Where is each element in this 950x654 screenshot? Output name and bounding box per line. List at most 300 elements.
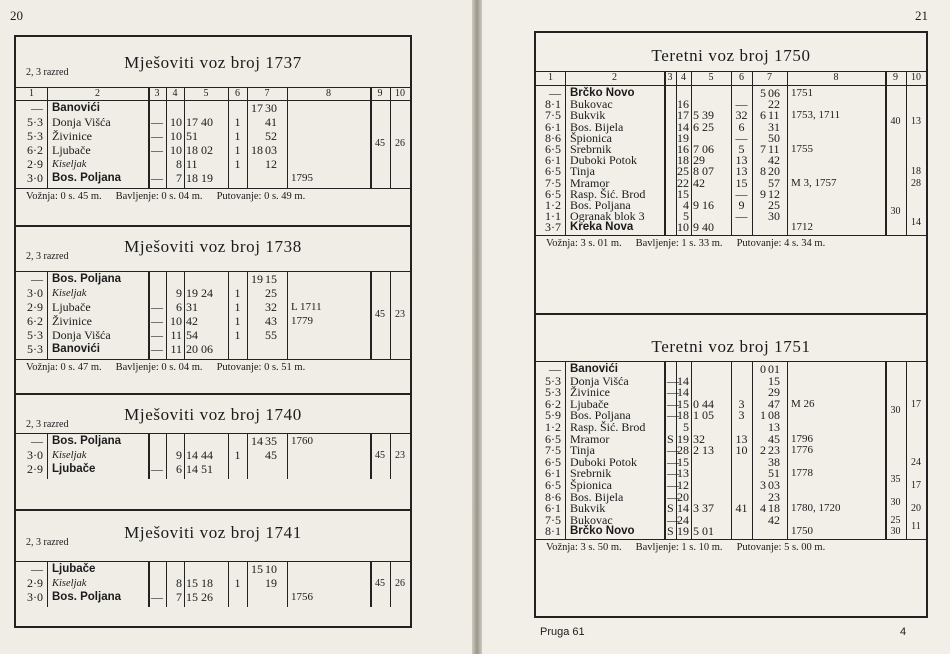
station-name: Bukvik [570,108,606,123]
departure-hour: 5 [760,86,766,100]
station-name: Donja Višća [52,328,111,342]
connection-trains: 1760 [291,435,313,447]
connection-trains: 1753, 1711 [791,109,841,122]
stop-minutes: 3 [738,396,745,411]
running-minutes: 14 [677,119,689,134]
departure-minute: 43 [265,314,277,328]
arrival-time: 42 [693,175,705,190]
connection-trains: 1795 [291,172,313,184]
running-minutes: 10 [170,314,182,328]
station-name: Kiseljak [52,578,87,589]
class-mark: — [667,454,679,469]
class-mark: — [667,489,679,504]
column-header: 3 [154,88,160,99]
stop-minutes: 15 [735,175,748,190]
station-name: Rasp. Šić. Brod [570,420,646,434]
departure-minute: 22 [768,97,780,112]
load-weight: 30 [890,526,901,538]
running-minutes: 8 [176,576,182,590]
station-name: Bos. Poljana [570,198,631,212]
arrival-time: 8 07 [693,164,714,179]
departure-minute: 29 [768,385,780,400]
brake-percent: 11 [911,520,921,532]
running-minutes: 4 [683,198,689,212]
brake-percent: 18 [911,166,921,178]
departure-minute: 19 [265,576,277,590]
distance-km: 8·6 [545,130,561,145]
station-name: Bukovac [570,97,613,112]
arrival-time: 6 25 [693,119,714,134]
class-mark: — [151,342,163,356]
distance-km: 3·0 [27,448,43,462]
distance-km: 1·2 [545,198,561,212]
section-title: Teretni voz broj 1750 [651,46,811,65]
distance-km: 6·1 [545,153,561,168]
departure-minute: 30 [265,101,277,115]
station-name: Srebrnik [570,466,612,481]
distance-km: 3·0 [27,171,43,185]
load-weight: 45 [375,138,385,149]
distance-km: 1·2 [545,420,561,434]
distance-km: 7·5 [545,512,561,527]
running-minutes: 16 [677,142,689,156]
running-minutes: 19 [677,524,689,539]
departure-hour: 4 [760,501,766,516]
departure-minute: 03 [768,478,780,492]
running-minutes: 10 [170,129,182,143]
arrival-time: 11 [186,157,198,171]
class-mark: — [151,314,163,328]
station-name: Bukvik [570,501,606,516]
distance-km: 6·5 [545,454,561,469]
station-name: Banovići [52,343,100,355]
brake-percent: 26 [395,578,405,589]
departure-minute: 12 [768,186,780,201]
distance-km: — [31,434,43,448]
stop-minutes: 1 [234,314,241,328]
stop-minutes: 1 [234,129,241,143]
distance-km: 6·5 [545,186,561,201]
stop-minutes: 41 [735,501,748,516]
station-name: Rasp. Šić. Brod [570,186,646,201]
running-minutes: 14 [677,385,689,400]
stop-minutes: 9 [738,198,745,212]
station-name: Donja Višća [570,373,629,388]
distance-km: 7·5 [545,443,561,458]
stop-minutes: — [735,186,748,201]
distance-km: 5·3 [27,342,43,356]
stop-minutes: 1 [234,300,241,314]
class-mark: S [667,431,674,446]
class-mark: — [667,466,679,481]
distance-km: 5·3 [27,115,43,129]
station-name: Tinja [570,164,595,179]
running-minutes: 11 [170,328,182,342]
left-timetable-frame [14,35,412,628]
running-minutes: 16 [677,97,689,112]
right-page-number: 21 [915,8,928,23]
station-name: Živinice [570,385,610,400]
stop-minutes: 6 [738,119,745,134]
departure-minute: 50 [768,130,780,145]
running-minutes: 15 [677,454,689,469]
running-minutes: 20 [677,489,689,504]
distance-km: 6·1 [545,466,561,481]
stop-minutes: 1 [234,286,241,300]
station-name: Ogranak blok 3 [570,209,645,224]
column-header: 10 [395,88,405,99]
stop-minutes: 1 [234,328,241,342]
column-header: 9 [893,72,898,83]
departure-hour: 3 [760,478,766,492]
distance-km: — [549,362,561,376]
section-title: Teretni voz broj 1751 [651,337,811,356]
distance-km: 6·2 [27,143,43,157]
header-bottom-rule [16,100,410,101]
load-weight: 45 [375,578,385,589]
departure-minute: 11 [768,108,780,123]
column-rule [184,271,185,359]
running-minutes: 13 [677,466,689,481]
connection-trains: 1755 [791,143,813,155]
footer-rule [536,539,926,540]
brake-percent: 24 [911,456,921,468]
arrival-time: 5 01 [693,524,714,539]
departure-minute: 12 [265,157,277,171]
running-minutes: 14 [677,373,689,388]
departure-minute: 38 [768,454,780,469]
column-rule [47,433,48,479]
connection-trains: 1756 [291,591,313,603]
station-name: Živinice [52,129,92,143]
column-header: 2 [612,72,617,83]
section-title: Mješoviti voz broj 1740 [124,405,302,424]
column-header: 8 [326,88,331,99]
summary-item: Putovanje: 4 s. 34 m. [736,237,826,249]
footer-rule [16,359,410,360]
departure-hour: 15 [251,562,263,576]
load-weight: 40 [890,116,901,127]
running-minutes: 5 [683,209,689,224]
travel-summary [26,362,319,373]
brake-percent: 23 [395,309,405,320]
stop-minutes: 1 [234,157,241,171]
arrival-time: 20 06 [186,342,213,356]
stop-minutes: — [735,209,748,224]
column-rule [885,361,887,539]
station-name: Mramor [570,431,610,446]
arrival-time: 51 [186,129,198,143]
arrival-time: 32 [693,431,705,446]
stop-minutes: 1 [234,448,241,462]
departure-minute: 41 [265,115,277,129]
load-weight: 30 [890,404,901,416]
brake-percent: 23 [395,450,405,461]
departure-minute: 18 [768,501,780,516]
distance-km: 6·1 [545,119,561,134]
brake-percent: 13 [911,116,921,127]
column-rule [184,87,185,188]
summary-item: Bavljenje: 0 s. 04 m. [115,362,203,373]
distance-km: 2·9 [27,300,43,314]
class-label: 2, 3 razred [26,419,69,430]
departure-minute: 10 [265,562,277,576]
arrival-time: 14 44 [186,448,213,462]
summary-item: Bavljenje: 1 s. 10 m. [635,542,723,553]
stop-minutes: 1 [234,115,241,129]
column-rule [906,71,907,235]
class-label: 2, 3 razred [26,67,69,78]
class-mark: — [667,512,679,527]
departure-minute: 42 [768,512,780,527]
distance-km: 7·5 [545,175,561,190]
connection-trains: L 1711 [291,301,322,313]
timetable-section [536,33,926,313]
station-name: Bos. Poljana [52,172,122,184]
arrival-time: 15 26 [186,590,213,604]
brake-percent: 20 [911,503,921,515]
departure-minute: 23 [768,489,780,504]
summary-item: Bavljenje: 1 s. 33 m. [635,237,723,249]
running-minutes: 11 [170,342,182,356]
station-name: Ljubače [52,300,91,314]
arrival-time: 3 37 [693,501,714,516]
column-rule [228,271,229,359]
running-minutes: 10 [170,143,182,157]
station-name: Donja Višća [52,115,111,129]
running-minutes: 15 [677,186,689,201]
distance-km: 5·3 [545,373,561,388]
travel-summary [546,542,839,553]
column-rule [47,561,48,607]
running-minutes: 19 [677,130,689,145]
station-name: Ljubače [52,563,96,575]
column-header: 7 [767,72,772,83]
section-title: Mješoviti voz broj 1741 [124,523,302,542]
connection-trains: 1778 [791,467,813,480]
class-mark: — [667,478,679,492]
running-minutes: 7 [176,171,182,185]
footer-rule [536,235,926,236]
brake-percent: 14 [911,216,921,228]
distance-km: 7·5 [545,108,561,123]
running-minutes: 10 [677,220,689,235]
station-name: Ljubače [570,396,609,411]
station-name: Tinja [570,443,595,458]
body-top-rule [16,433,410,434]
stop-minutes: 1 [234,143,241,157]
signature-number-footer: 4 [900,626,907,638]
distance-km: — [31,101,43,115]
column-rule [787,361,788,539]
departure-hour: 18 [251,143,263,157]
arrival-time: 9 40 [693,220,714,235]
departure-minute: 42 [768,153,780,168]
arrival-time: 17 40 [186,115,213,129]
station-name: Ljubače [52,143,91,157]
load-weight: 45 [375,450,385,461]
section-title: Mješoviti voz broj 1737 [124,53,302,72]
summary-item: Putovanje: 0 s. 51 m. [216,362,306,373]
departure-hour: 2 [760,443,766,458]
connection-trains: 1750 [791,525,813,538]
stop-minutes: — [735,97,748,112]
connection-trains: 1779 [291,315,313,327]
arrival-time: 14 51 [186,462,213,476]
column-header: 5 [203,88,209,99]
distance-km: — [549,86,561,100]
departure-minute: 55 [265,328,277,342]
brake-percent: 26 [395,138,405,149]
departure-minute: 51 [768,466,780,481]
connection-trains: 1751 [791,87,813,99]
timetable-section [16,37,410,225]
class-mark: — [151,115,163,129]
distance-km: 5·3 [545,385,561,400]
column-rule [148,433,150,479]
running-minutes: 22 [677,175,689,190]
running-minutes: 10 [170,115,182,129]
departure-hour: 6 [760,108,766,123]
column-rule [691,361,692,539]
station-name: Kiseljak [52,450,87,461]
stop-minutes: 3 [738,408,745,423]
departure-hour: 1 [760,408,766,423]
running-minutes: 28 [677,443,689,458]
distance-km: 6·5 [545,142,561,156]
body-top-rule [16,561,410,562]
distance-km: — [31,562,43,576]
departure-minute: 25 [768,198,780,212]
column-header: 8 [833,72,839,83]
column-header: 2 [95,88,100,99]
station-name: Špionica [570,130,612,145]
column-rule [664,361,666,539]
departure-minute: 11 [768,142,780,156]
connection-trains: 1780, 1720 [791,502,841,515]
distance-km: 6·2 [27,314,43,328]
column-header: 5 [708,72,714,83]
arrival-time: 2 13 [693,443,714,458]
book-gutter [472,0,482,654]
station-name: Kreka Nova [570,221,634,234]
class-mark: — [667,443,679,458]
arrival-time: 42 [186,314,198,328]
distance-km: 3·0 [27,286,43,300]
column-rule [287,561,288,607]
station-name: Bos. Poljana [52,435,122,447]
station-name: Duboki Potok [570,454,638,469]
summary-item: Vožnja: 3 s. 01 m. [546,237,622,249]
station-name: Bos. Poljana [52,273,122,285]
running-minutes: 6 [176,300,182,314]
stop-minutes: 5 [738,142,745,156]
station-name: Mramor [570,175,610,190]
distance-km: 8·1 [545,97,561,112]
departure-hour: 9 [760,186,766,201]
departure-hour: 7 [760,142,766,156]
stop-minutes: 32 [735,108,748,123]
running-minutes: 6 [176,462,182,476]
departure-hour: 17 [251,101,263,115]
class-mark: — [667,408,679,423]
distance-km: 3·0 [27,590,43,604]
class-mark: — [151,462,163,476]
station-name: Banovići [52,102,100,114]
arrival-time: 5 39 [693,108,714,123]
distance-km: 3·7 [545,220,561,235]
station-name: Živinice [52,314,92,328]
load-weight: 30 [890,205,901,217]
load-weight: 30 [890,497,901,509]
distance-km: 1·1 [545,209,561,224]
stop-minutes: 13 [735,153,748,168]
class-mark: — [667,373,679,388]
stop-minutes: 13 [735,164,748,179]
distance-km: 5·3 [27,328,43,342]
connection-trains: 1796 [791,432,813,445]
running-minutes: 14 [677,501,689,516]
station-name: Špionica [570,478,612,492]
departure-minute: 57 [768,175,780,190]
departure-hour: 14 [251,434,263,448]
running-minutes: 19 [677,431,689,446]
distance-km: 5·9 [545,408,561,423]
class-label: 2, 3 razred [26,251,69,262]
load-weight: 25 [890,514,901,526]
departure-hour: 8 [760,164,766,179]
arrival-time: 0 44 [693,396,714,411]
timetable-section [16,225,410,395]
column-header: 1 [29,88,34,99]
column-rule [565,361,566,539]
summary-item: Vožnja: 0 s. 47 m. [26,362,102,373]
right-timetable-frame [534,31,928,618]
connection-trains: M 3, 1757 [791,176,837,189]
arrival-time: 9 16 [693,198,714,212]
station-name: Ljubače [52,463,96,475]
running-minutes: 8 [176,157,182,171]
column-header: 1 [548,72,553,83]
arrival-time: 7 06 [693,142,714,156]
stop-minutes: 10 [735,443,748,458]
station-name: Bos. Bijela [570,119,624,134]
class-mark: — [151,129,163,143]
station-name: Banovići [570,363,618,375]
class-mark: — [151,143,163,157]
running-minutes: 5 [683,420,689,434]
column-rule [148,271,150,359]
connection-trains: 1712 [791,221,813,234]
departure-minute: 35 [265,434,277,448]
arrival-time: 29 [693,153,705,168]
stop-minutes: 1 [234,576,241,590]
arrival-time: 15 18 [186,576,213,590]
departure-minute: 25 [265,286,277,300]
distance-km: — [31,272,43,286]
column-rule [148,87,150,188]
column-rule [565,71,566,235]
column-header: 4 [172,88,178,99]
class-mark: — [151,171,163,185]
stop-minutes: — [735,130,748,145]
station-name: Srebrnik [570,142,612,156]
class-mark: S [667,501,674,516]
departure-minute: 32 [265,300,277,314]
stop-minutes: 13 [735,431,748,446]
station-name: Brčko Novo [570,525,635,538]
running-minutes: 25 [677,164,689,179]
